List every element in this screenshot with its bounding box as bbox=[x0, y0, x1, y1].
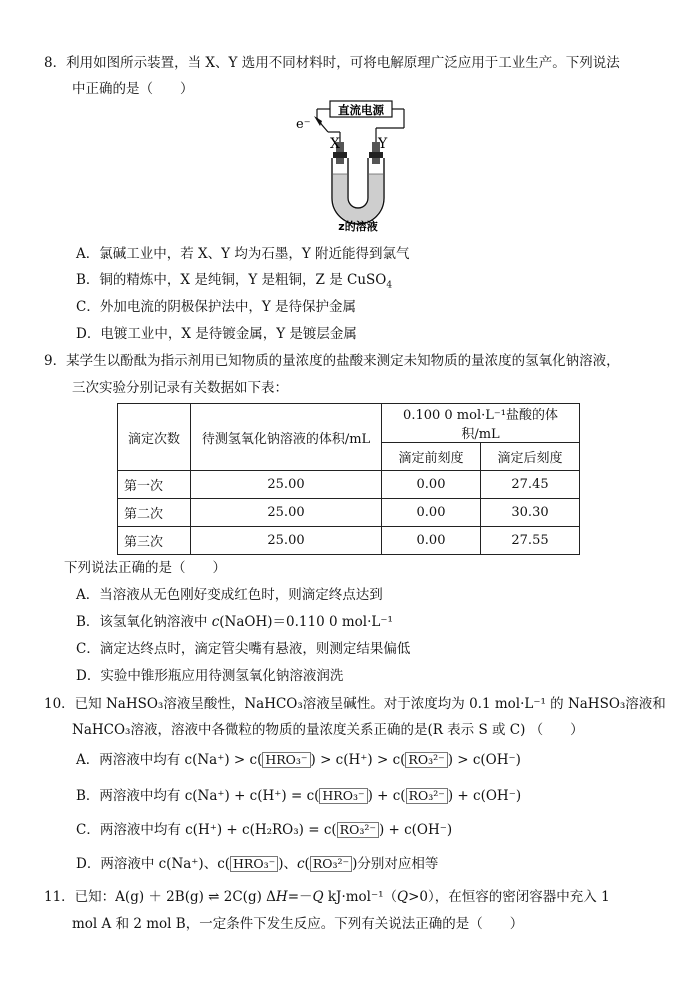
th-titration-count: 滴定次数 bbox=[118, 404, 191, 471]
q8-stem-line1: 8．利用如图所示装置，当 X、Y 选用不同材料时，可将电解原理广泛应用于工业生产。下列说法 bbox=[44, 55, 620, 71]
solution-label: z的溶液 bbox=[338, 220, 378, 233]
cell-after: 27.45 bbox=[481, 471, 580, 499]
q11-stem-line1: 11．已知：A(g) ＋ 2B(g) ⇌ 2C(g) ΔH=－Q kJ·mol⁻¹（Q>0），在恒容的密闭容器中充入 1 bbox=[44, 889, 610, 905]
ion-ro3: RO₃²⁻ bbox=[405, 752, 447, 768]
q9-option-c: C．滴定达终点时，滴定管尖嘴有悬液，则测定结果偏低 bbox=[76, 641, 411, 657]
cell-before: 0.00 bbox=[382, 471, 481, 499]
q8-stem-line2: 中正确的是（ ） bbox=[72, 81, 194, 97]
row-label: 第一次 bbox=[118, 471, 191, 499]
row-label: 第二次 bbox=[118, 499, 191, 527]
q10-stem-line2: NaHCO₃溶液，溶液中各微粒的物质的量浓度关系正确的是(R 表示 S 或 C) （ ） bbox=[72, 722, 584, 738]
th-after: 滴定后刻度 bbox=[481, 443, 580, 471]
ion-hro3: HRO₃⁻ bbox=[262, 752, 310, 768]
q9-stem-line2: 三次实验分别记录有关数据如下表： bbox=[72, 380, 288, 396]
q11-stem-line2: mol A 和 2 mol B，一定条件下发生反应。下列有关说法正确的是（ ） bbox=[72, 916, 524, 932]
q9-option-b: B．该氢氧化钠溶液中 c(NaOH)＝0.110 0 mol·L⁻¹ bbox=[76, 614, 393, 630]
q9-question: 下列说法正确的是（ ） bbox=[64, 560, 226, 576]
q10-option-c: C．两溶液中均有 c(H⁺) + c(H₂RO₃) = c( RO₃²⁻ ) + c(OH⁻) bbox=[76, 822, 453, 838]
ion-hro3: HRO₃⁻ bbox=[230, 856, 278, 872]
table-row bbox=[118, 527, 580, 555]
ion-ro3: RO₃²⁻ bbox=[310, 856, 352, 872]
ion-hro3: HRO₃⁻ bbox=[319, 788, 367, 804]
ion-ro3: RO₃²⁻ bbox=[406, 788, 448, 804]
ion-ro3: RO₃²⁻ bbox=[337, 822, 379, 838]
q8-option-b: B．铜的精炼中，X 是纯铜，Y 是粗铜，Z 是 CuSO$_4$ bbox=[76, 272, 393, 291]
q10-option-a: A．两溶液中均有 c(Na⁺) > c( HRO₃⁻ ) > c(H⁺) > c( RO₃²⁻ ) > c(OH⁻) bbox=[76, 752, 521, 768]
cell-before: 0.00 bbox=[382, 527, 481, 555]
q10-option-b: B．两溶液中均有 c(Na⁺) + c(H⁺) = c( HRO₃⁻ ) + c( RO₃²⁻ ) + c(OH⁻) bbox=[76, 788, 522, 804]
q9-stem-line1: 9．某学生以酚酞为指示剂用已知物质的量浓度的盐酸来测定未知物质的量浓度的氢氧化钠溶液， bbox=[44, 353, 620, 369]
cell-naoh: 25.00 bbox=[191, 471, 382, 499]
th-before: 滴定前刻度 bbox=[382, 443, 481, 471]
q10-stem-line1: 10．已知 NaHSO₃溶液呈酸性，NaHCO₃溶液呈碱性。对于浓度均为 0.1 mol·L⁻¹ 的 NaHSO₃溶液和 bbox=[44, 696, 666, 712]
th-hcl-volume: 0.100 0 mol·L⁻¹盐酸的体积/mL bbox=[382, 404, 580, 443]
cell-after: 30.30 bbox=[481, 499, 580, 527]
q9-option-d: D．实验中锥形瓶应用待测氢氧化钠溶液润洗 bbox=[76, 668, 344, 684]
q8-option-d: D．电镀工业中，X 是待镀金属，Y 是镀层金属 bbox=[76, 326, 357, 342]
power-label: 直流电源 bbox=[338, 103, 384, 117]
table-row bbox=[118, 499, 580, 527]
q9-option-a: A．当溶液从无色刚好变成红色时，则滴定终点达到 bbox=[76, 587, 383, 603]
electron-label: e⁻ bbox=[296, 117, 311, 132]
q8-option-a: A．氯碱工业中，若 X、Y 均为石墨，Y 附近能得到氯气 bbox=[76, 246, 410, 262]
th-naoh-volume: 待测氢氧化钠溶液的体积/mL bbox=[191, 404, 382, 471]
electrode-x-label: X bbox=[330, 136, 340, 152]
titration-table bbox=[117, 403, 580, 555]
electrode-y-label: Y bbox=[378, 136, 388, 152]
q8-option-c: C．外加电流的阴极保护法中，Y 是待保护金属 bbox=[76, 299, 357, 315]
cell-after: 27.55 bbox=[481, 527, 580, 555]
q10-option-d: D．两溶液中 c(Na⁺)、c( HRO₃⁻ )、c( RO₃²⁻ )分别对应相等 bbox=[76, 856, 439, 872]
electrolysis-diagram bbox=[292, 98, 412, 234]
table-row bbox=[118, 471, 580, 499]
row-label: 第三次 bbox=[118, 527, 191, 555]
cell-naoh: 25.00 bbox=[191, 527, 382, 555]
cell-before: 0.00 bbox=[382, 499, 481, 527]
cell-naoh: 25.00 bbox=[191, 499, 382, 527]
